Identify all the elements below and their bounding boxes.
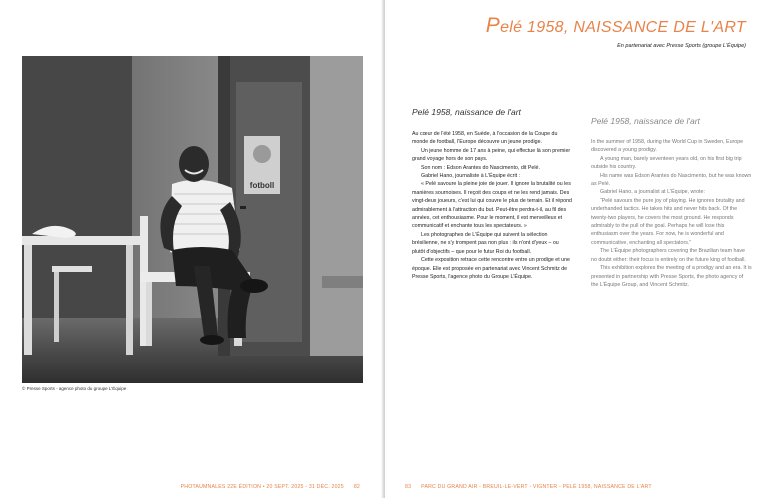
title-lead: P [485,14,501,37]
french-column [412,130,572,281]
french-paragraph: Son nom : Edson Arantes do Nascimento, dit Pelé. [421,164,540,171]
english-paragraph: The L'Équipe photographers covering the Brazilian team have no doubt either: their focus is entirely on the future king of football. [591,248,746,263]
right-footer [405,484,652,490]
french-quote: « Pelé savoure la pleine joie de jouer. Il ignore la brutalité ou les manières sournoises. Il reçoit des coups et ne les rend jamais. Des vingt-deux joueurs, c'est lui qui couvre le plus de terrain. Et il répond admirablement à l'attraction du but. Peut-être perdra-t-il, au fil des années, cet enthousiasme. Pour le moment, il est merveilleux et communicatif et enchante tous les spectateurs. » [412,181,573,230]
french-paragraph: Gabriel Hano, journaliste à L'Équipe écrit : [421,173,521,180]
french-paragraph: Les photographes de L'Équipe qui suivent la sélection brésilienne, ne s'y trompent pas non plus : ils n'ont d'yeux – ou plutôt d'objectifs – que pour le futur Roi du football. [412,231,559,255]
french-paragraph: Cette exposition retrace cette rencontre entre un prodige et une époque. Elle est proposée en partenariat avec Vincent Schmitz de Presse Sports, l'agence photo du Groupe L'Équipe. [412,257,570,280]
photo-credit: © Presse Sports - agence photo du groupe L'Équipe [22,386,127,391]
english-column [591,138,752,289]
page-subtitle: En partenariat avec Presse Sports (groupe L'Équipe) [617,43,746,49]
right-page-number: 83 [405,484,412,490]
english-heading: Pelé 1958, naissance de l'art [591,116,700,126]
left-page-number: 82 [353,484,360,490]
french-paragraph: Au cœur de l'été 1958, en Suède, à l'occasion de la Coupe du monde de football, l'Europe découvre un jeune prodige. [412,131,558,146]
page-title [486,14,746,38]
english-paragraph: A young man, barely seventeen years old, on his first big trip outside his country. [591,155,742,171]
title-smallcaps: NAISSANCE DE L'ART [573,19,746,36]
english-quote: “Pelé savours the pure joy of playing. He ignores brutality and underhanded tactics. He takes hits and never hits back. Of the twenty-two players, he covers the most ground. He responds admirably to the pull of the goal. Perhaps he will lose this enthusiasm over the years. For now, he is wonderful and communicative, enchanting all spectators.” [591,197,745,246]
english-paragraph: His name was Edson Arantes do Nascimento, but he was known as Pelé. [591,172,752,188]
footer-edition: PHOTAUMNALES 22E ÉDITION • 20 SEPT. 2025 - 31 DÉC. 2025 [180,484,344,490]
left-footer [181,484,360,490]
english-paragraph: Gabriel Hano, a journalist at L'Équipe, wrote: [600,189,705,196]
photo-illustration [22,56,363,383]
french-heading: Pelé 1958, naissance de l'art [412,107,521,117]
left-page [0,0,383,498]
pele-photo [22,56,363,383]
english-paragraph: In the summer of 1958, during the World Cup in Sweden, Europe discovered a young prodigy. [591,139,744,154]
french-paragraph: Un jeune homme de 17 ans à peine, qui effectue là son premier grand voyage hors de son pays. [412,147,571,163]
poster-text: fotboll [249,181,275,190]
english-paragraph: This exhibition explores the meeting of a prodigy and an era. It is presented in partnership with Presse Sports, the photo agency of the L'Équipe Group, and Vincent Schmitz. [591,265,752,288]
footer-location: PARC DU GRAND AIR - BREUIL-LE-VERT - VIGNTER - PELÉ 1958, NAISSANCE DE L'ART [421,484,652,490]
title-rest: elé 1958, [500,19,574,36]
